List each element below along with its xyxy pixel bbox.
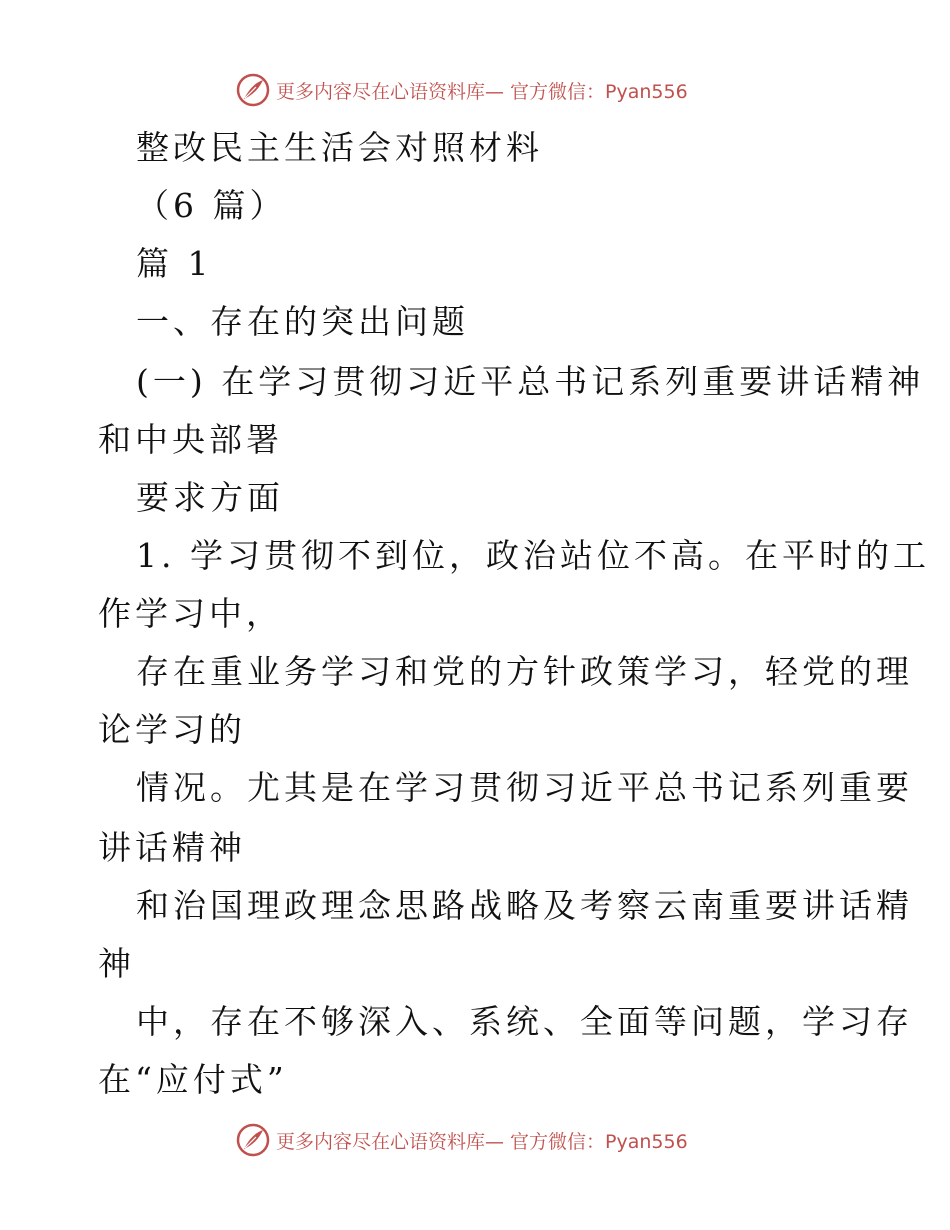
document-subtitle: （6 篇）: [136, 186, 287, 225]
paragraph-line: 和治国理政理念思路战略及考察云南重要讲话精: [136, 886, 913, 925]
section-heading: 一、存在的突出问题: [136, 302, 469, 341]
watermark-text: 更多内容尽在心语资料库—: [276, 1130, 505, 1153]
header-watermark: [236, 72, 688, 108]
watermark-text: 更多内容尽在心语资料库—: [276, 80, 505, 103]
paragraph-line: 存在重业务学习和党的方针政策学习，轻党的理: [136, 652, 913, 691]
paragraph-line: (一) 在学习贯彻习近平总书记系列重要讲话精神: [136, 362, 925, 401]
paragraph-line: 作学习中，: [98, 594, 283, 633]
document-title: 整改民主生活会对照材料: [136, 128, 543, 167]
footer-watermark: [236, 1122, 688, 1158]
paragraph-line: 神: [98, 944, 135, 983]
paragraph-line: 在“应付式”: [98, 1060, 288, 1099]
paragraph-line: 要求方面: [136, 478, 284, 517]
paragraph-line: 中，存在不够深入、系统、全面等问题，学习存: [136, 1002, 913, 1041]
watermark-account: 官方微信：Pyan556: [510, 1130, 688, 1153]
watermark-account: 官方微信：Pyan556: [510, 80, 688, 103]
paragraph-line: 和中央部署: [98, 420, 283, 459]
paragraph-line: 讲话精神: [98, 828, 246, 867]
paragraph-line: 情况。尤其是在学习贯彻习近平总书记系列重要: [136, 768, 913, 807]
feather-pen-icon: [236, 73, 270, 107]
feather-pen-icon: [236, 1123, 270, 1157]
paragraph-line: 论学习的: [98, 710, 246, 749]
paragraph-line: 1. 学习贯彻不到位，政治站位不高。在平时的工: [136, 536, 930, 575]
section-heading: 篇 1: [136, 244, 213, 283]
